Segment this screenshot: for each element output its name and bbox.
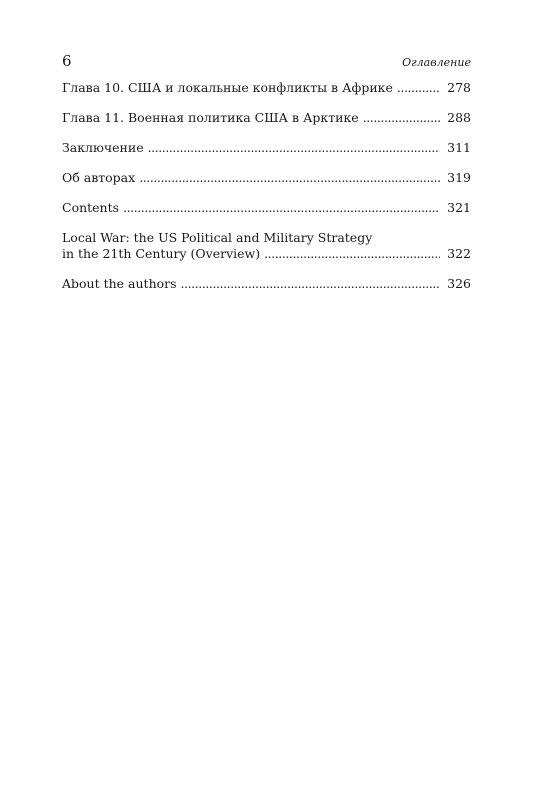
toc-entry-page: 321 xyxy=(447,200,471,215)
toc-entry-page: 288 xyxy=(447,110,471,125)
dot-leader xyxy=(123,200,440,216)
toc-entry-title: Об авторах xyxy=(62,170,136,185)
dot-leader xyxy=(148,140,441,156)
running-title: Оглавление xyxy=(402,56,471,69)
toc-entry-page: 278 xyxy=(447,80,471,95)
toc-entry-title: About the authors xyxy=(62,276,177,291)
toc-entry-title-line2: in the 21th Century (Overview) xyxy=(62,246,261,261)
toc-entry-chapter-10 xyxy=(62,80,471,96)
dot-leader xyxy=(264,246,440,262)
toc-entry-title-line1: Local War: the US Political and Military Strategy xyxy=(62,230,373,245)
toc-entry-about-authors-en xyxy=(62,276,471,292)
toc-entry-title: Глава 11. Военная политика США в Арктике xyxy=(62,110,359,125)
toc-entry-page: 319 xyxy=(447,170,471,185)
toc-entry-title: Глава 10. США и локальные конфликты в Африке xyxy=(62,80,393,95)
toc-entry-title: Заключение xyxy=(62,140,144,155)
page-number: 6 xyxy=(62,52,72,70)
page-header xyxy=(62,52,471,72)
toc-entry-overview xyxy=(62,230,471,262)
dot-leader xyxy=(397,80,440,96)
toc-entry-conclusion xyxy=(62,140,471,156)
toc-entry-contents xyxy=(62,200,471,216)
toc-entry-page: 311 xyxy=(447,140,471,155)
dot-leader xyxy=(363,110,440,126)
toc-entry-page: 322 xyxy=(447,246,471,261)
toc-entry-about-authors-ru xyxy=(62,170,471,186)
dot-leader xyxy=(181,276,441,292)
toc-entry-chapter-11 xyxy=(62,110,471,126)
dot-leader xyxy=(139,170,440,186)
toc-entry-title: Contents xyxy=(62,200,120,215)
toc-entry-page: 326 xyxy=(447,276,471,291)
table-of-contents xyxy=(62,80,471,306)
